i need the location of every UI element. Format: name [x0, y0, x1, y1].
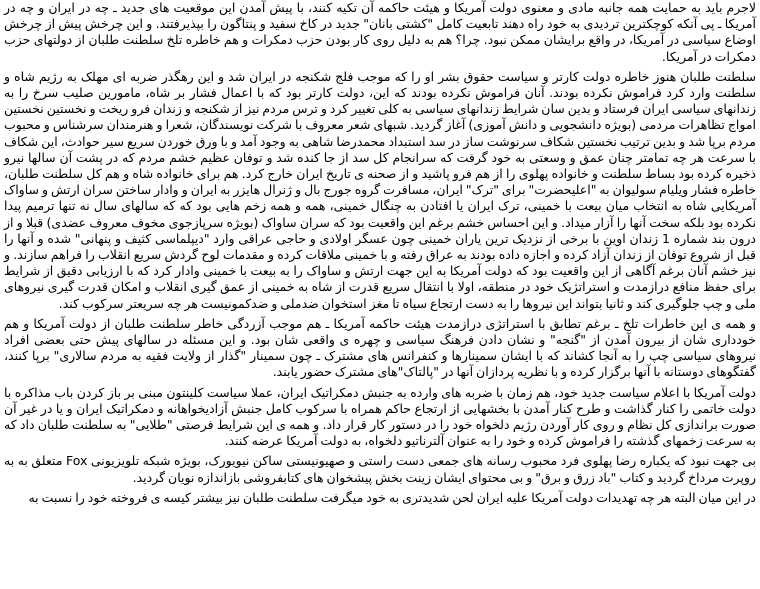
paragraph-carter-era-memories: سلطنت طلبان هنوز خاطره دولت کارتر و سیاست حقوق بشر او را که موجب فلج شکنجه در ایران شد و این رهگذر ضربه ای مهلک به رژیم شاه و سلطنت وارد کرد فراموش نکرده بودند. آنان فراموش نکرده بودند که این، دولت کارتر بود که با اعمال فشار بر شاه، مامورین صلیب سرخ را به زندانهای سیاسی ایران فرستاد و بدین سان شرایط زندانهای سیاسی به کلی تغییر کرد و ترس مردم نیز از شکنجه و زندان فرو ریخت و نخستین نخستین امواج تظاهرات مردمی (بویژه دانشجویی و دانش آموزی) آغاز گردید. شبهای شعر معروف با شرکت نویسندگان، شعرا و هنرمندان سرشناس و محبوب مردم برپا شد و بدین ترتیب نخستین شکاف سرنوشت ساز در سد استبداد محمدرضا شاهی به وجود آمد و با ورق خوردن سریع سیر حوادث، این شکاف با سرعت هر چه تمامتر چنان عمق و وسعتی به خود گرفت که سرانجام کل سد از جا کنده شد و توفان عظیم خشم مردم که در پشت آن سالها نیرو ذخیره کرده بود بساط سلطنت و خانواده پهلوی را از هم فرو پاشید و از صحنه ی تاریخ ایران خارج کرد. هم برای خانواده شاه و هم کل سلطنت طلبان، خاطره فشار ویلیام سولیوان به "اعلیحضرت" برای "ترک" ایران، مسافرت گروه جورج بال و ژنرال هایزر به ایران و وادار ساختن سران ارتش و ساواک آمریکایی شاه به انتخاب میان بیعت با خمینی، ترک ایران یا افتادن به چنگال خمینی، همه و همه زخم هایی بود که که سالهای سال نه تنها ترمیم پیدا نکرده بود بلکه سخت آنها را آزار میداد. و این احساس خشم برغم این واقعیت بود که سران ساواک (بویژه سرپازجوی مخوف معروف عضدی) قبلا و از درون بند شماره 1 زندان اوین با برخی از نزدیک ترین یاران خمینی چون عسگر اولادی و حاجی عراقی وارد "دیپلماسی کثیف و پنهانی" شده و آنها را قبل از شروع توفان از زندان آزاد کرده و اجازه داده بودند به عراق رفته و با خمینی ملاقات کرده و مقدمات لوح گردش سریع انقلاب را فراهم سازند. و نیز خشم آنان برغم آگاهی از این واقعیت بود که دولت آمریکا به این جهت ارتش و ساواک را به بیعت با خمینی وادار کرد که با ارزیابی دقیق از شرایط برای حفظ منافع درازمدت و استراتژیک خود در منطقه، اولا با انتقال سریع قدرت از شاه به خمینی از عمق گیری انقلاب و امکان قدرت گیری نیروهای ملی و چپ جلوگیری کند و ثانیا بتواند این نیروها را به دست ارتجاع سیاه تا مغز استخوان ضدملی و ضدکمونیست هر چه سریعتر سرکوب کند.	[4, 68, 756, 311]
paragraph-new-us-policy: دولت آمریکا با اعلام سیاست جدید خود، هم زمان با ضربه های وارده به جنبش دمکراتیک ایران، عملا سیاست کلینتون مبنی بر باز کردن باب مذاکره با دولت خاتمی را کنار گذاشت و طرح کنار آمدن با بخشهایی از ارتجاع حاکم همراه با سرکوب کامل جنبش آزادیخواهانه و دمکراتیک ایران و یا در غیر آن صورت براندازی کل نظام و روی کار آوردن رژیم دلخواه خود را در دستور کار قرار داد. و همه ی این شرایط فرصتی "طلایی" به سلطنت طلبان داد که به سرعت زخمهای گذشته را فراموش کرده و خود را به عنوان آلترناتیو دلخواه، به دولت آمریکا عرضه کنند.	[4, 384, 756, 449]
paragraph-royalists-american-support: لاجرم باید به حمایت همه جانبه مادی و معنوی دولت آمریکا و هیئت حاکمه آن تکیه کنند، با پیش آمدن این موقعیت های جدید ـ چه در ایران و چه در آمریکا ـ پی آنکه کوچکترین تردیدی به خود راه دهند تابعیت کامل "کشتی بانان" جدید در کاخ سفید و پنتاگون را بپذیرفتند. و این چرخش پیش از چرخش اوضاع سیاسی در آمریکا، در واقع برایشان ممکن نبود. چرا؟ هم به دلیل روی کار بودن حزب دمکرات و هم خاطره تلخ سلطنت طلبان از دولتهای حزب دمکرات در آمریکا.	[4, 0, 756, 64]
paragraph-bitter-memories: و همه ی این خاطرات تلخ ـ برغم تطابق با استراتژی درازمدت هیئت حاکمه آمریکا ـ هم موجب آزردگی خاطر سلطنت طلبان از دولت آمریکا و هم خودداری شان از بیرون آمدن از "گنجه" و نشان دادن فرهنگ سیاسی و چهره ی واقعی شان بود. و این مسئله در سالهای پیش حتی بعضی افراد نیروهای سیاسی چپ را به آنجا کشاند که با ایشان سمینارها و کنفرانس های مشترک ـ چون سمینار "گذار از ولایت فقیه به مردم سالاری" برپا کنند، گفتگوهای دوستانه با آنها برگزار کرده و با نظریه پردازان آنها در "پالتاک"های مشترک حضور یابند.	[4, 315, 756, 380]
paragraph-reza-pahlavi-media: بی جهت نبود که یکباره رضا پهلوی فرد محبوب رسانه های جمعی دست راستی و صهیونیستی ساکن نیویورک، بویژه شبکه تلویزیونی Fox متعلق به به روپرت مرداخ گردید و کتاب "باد زرق و برق" و بی محتوای ایشان زینت بخش پیشخوان های کتابفروشی بازاندازه نویان گردید.	[4, 453, 756, 485]
paragraph-us-threats: در این میان البته هر چه تهدیدات دولت آمریکا علیه ایران لحن شدیدتری به خود میگرفت سلطنت طلبان نیز بیشتر کیسه ی فروخته خود را نسبت به	[28, 489, 756, 505]
